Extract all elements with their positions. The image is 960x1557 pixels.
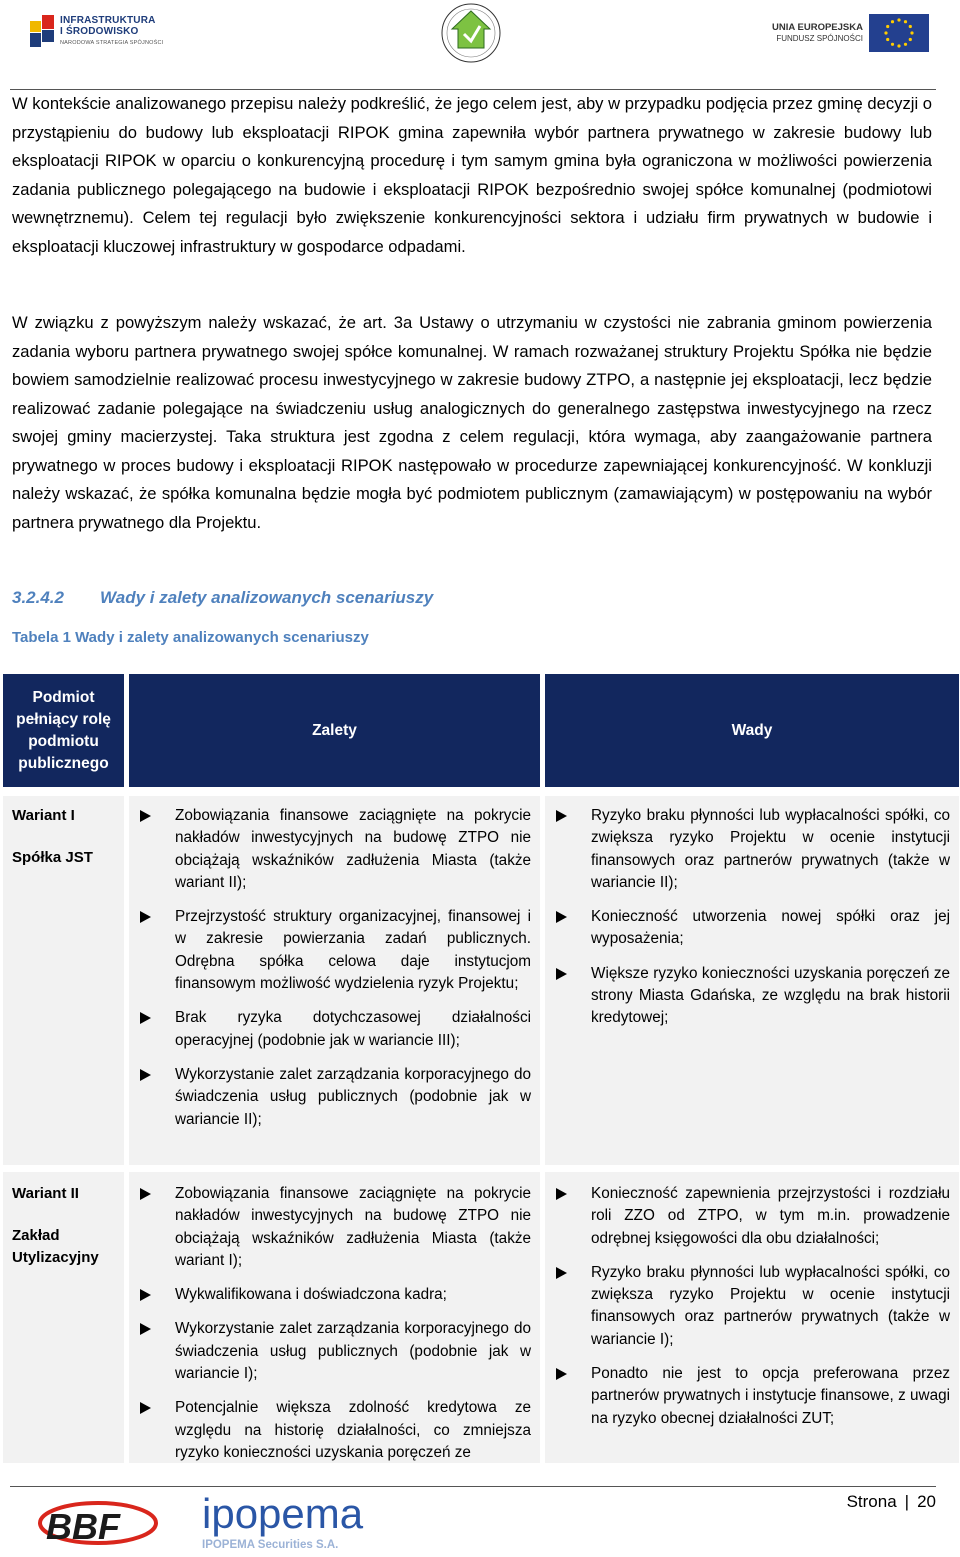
ipopema-logo-subtext: IPOPEMA Securities S.A. <box>202 1539 339 1551</box>
bullet-arrow-icon <box>140 1012 151 1024</box>
list-item: Wykorzystanie zalet zarządzania korporacyjnego do świadczenia usług publicznych (podobnie jak w wariancie II); <box>140 1064 531 1131</box>
list-item: Wykorzystanie zalet zarządzania korporacyjnego do świadczenia usług publicznych (podobnie jak w wariancie I); <box>140 1318 531 1385</box>
row-1-variant: Wariant I <box>12 807 75 824</box>
list-item: Ponadto nie jest to opcja preferowana przez partnerów prywatnych i instytucje finansowe, z uwagi na ryzyko obecnej działalności ZUT; <box>556 1363 950 1430</box>
ipopema-logo-text: ipopema <box>202 1490 364 1537</box>
list-item: Zobowiązania finansowe zaciągnięte na pokrycie nakładów inwestycyjnych na budowę ZTPO nie obciążają wskaźników zadłużenia Miasta (także wariant I); <box>140 1183 531 1272</box>
list-item: Brak ryzyka dotychczasowej działalności operacyjnej (podobnie jak w wariancie III); <box>140 1007 531 1052</box>
list-item: Konieczność zapewnienia przejrzystości i rozdziału roli ZZO od ZTPO, w tym m.in. prowadzenie odrębnej księgowości dla obu działalności; <box>556 1183 950 1250</box>
row-2-pros-list <box>140 1183 531 1476</box>
section-title: Wady i zalety analizowanych scenariuszy <box>100 588 434 607</box>
logo-line-1: INFRASTRUKTURA <box>60 15 156 26</box>
row-1-entity: Spółka JST <box>12 849 93 866</box>
page-label: Strona <box>846 1492 897 1511</box>
list-item: Zobowiązania finansowe zaciągnięte na pokrycie nakładów inwestycyjnych na budowę ZTPO nie obciążają wskaźników zadłużenia Miasta (także wariant II); <box>140 805 531 894</box>
page-number-value: 20 <box>917 1492 936 1511</box>
list-item: Ryzyko braku płynności lub wypłacalności spółki, co zwiększa ryzyko Projektu w ocenie instytucji finansowych oraz partnerów prywatnych (także w wariancie II); <box>556 805 950 894</box>
section-heading <box>12 588 433 608</box>
bullet-arrow-icon <box>556 1188 567 1200</box>
page-number <box>847 1492 936 1512</box>
eu-logo-line-1: UNIA EUROPEJSKA <box>772 22 863 33</box>
table-header-entity: Podmiot pełniący rolę podmiotu publicznego <box>3 674 124 787</box>
list-item: Potencjalnie większa zdolność kredytowa ze względu na historię działalności, co zmniejsza ryzyko konieczności uzyskania poręczeń ze <box>140 1397 531 1464</box>
row-2-cons-list <box>556 1183 950 1442</box>
zaklad-utylizacyjny-emblem-icon <box>440 2 502 64</box>
paragraph-1: W kontekście analizowanego przepisu należy podkreślić, że jego celem jest, aby w przypadku podjęcia przez gminę decyzji o przystąpieniu do budowy lub eksploatacji RIPOK gmina zapewniła wybór partnera prywatnego w zakresie budowy lub eksploatacji RIPOK w oparciu o konkurencyjną procedurę i tym samym gmina była ograniczona w możliwości powierzenia zadania publicznego polegającego na budowie i eksploatacji RIPOK bezpośrednio swojej spółce komunalnej (podmiotowi wewnętrznemu). Celem tej regulacji było zwiększenie konkurencyjności sektora i udziału firm prywatnych w budowie i eksploatacji kluczowej infrastruktury w gospodarce odpadami. <box>12 94 932 256</box>
page-separator: | <box>904 1492 910 1511</box>
paragraph-2: W związku z powyższym należy wskazać, że art. 3a Ustawy o utrzymaniu w czystości nie zabrania gminom powierzenia zadania wyboru partnera prywatnego swojej spółce komunalnej. W ramach rozważanej struktury Projektu Spółka nie będzie bowiem samodzielnie realizować procesu inwestycyjnego w zakresie budowy ZTPO, a następnie jej eksploatacji, lecz będzie realizować zadanie polegające na świadczeniu usług analogicznych do generalnego zastępstwa inwestycyjnego na rzecz swojej gminy macierzystej. Taka struktura jest zgodna z celem regulacji, która wymaga, aby zaangażowanie partnera prywatnego w proces budowy i eksploatacji RIPOK następowało w procedurze zapewniającej konkurencyjność. W konkluzji należy wskazać, że spółka komunalna będzie mogła być podmiotem publicznym (zamawiającym) w postępowaniu na wybór partnera prywatnego dla Projektu. <box>12 313 932 532</box>
logo-line-3: NARODOWA STRATEGIA SPÓJNOŚCI <box>60 40 164 46</box>
bullet-arrow-icon <box>140 1188 151 1200</box>
bullet-arrow-icon <box>140 1402 151 1414</box>
row-2-variant: Wariant II <box>12 1185 79 1202</box>
infrastruktura-srodowisko-logo <box>30 12 200 52</box>
page-header <box>0 0 960 90</box>
bbf-logo-text: BBF <box>46 1506 120 1547</box>
list-item: Większe ryzyko konieczności uzyskania poręczeń ze strony Miasta Gdańska, ze względu na brak historii kredytowej; <box>556 963 950 1030</box>
infrastruktura-logo-mark-icon <box>30 15 56 49</box>
table-row-2-entity-cell <box>3 1172 124 1463</box>
eu-flag-icon <box>869 14 929 52</box>
list-item: Przejrzystość struktury organizacyjnej, finansowej i w zakresie powierzania zadań publicznych. Odrębna spółka celowa daje instytucjom finansowym możliwość wydzielenia ryzyk Projektu; <box>140 906 531 995</box>
bullet-arrow-icon <box>556 968 567 980</box>
row-2-entity: Zakład Utylizacyjny <box>12 1227 99 1266</box>
eu-cohesion-fund-logo <box>772 14 929 52</box>
bullet-arrow-icon <box>140 1069 151 1081</box>
list-item: Wykwalifikowana i doświadczona kadra; <box>140 1284 531 1306</box>
ipopema-logo <box>200 1490 380 1552</box>
bullet-arrow-icon <box>556 1267 567 1279</box>
bullet-arrow-icon <box>140 1323 151 1335</box>
section-number: 3.2.4.2 <box>12 588 64 607</box>
list-item: Ryzyko braku płynności lub wypłacalności spółki, co zwiększa ryzyko Projektu w ocenie instytucji finansowych oraz partnerów prywatnych (także w wariancie I); <box>556 1262 950 1351</box>
table-caption: Tabela 1 Wady i zalety analizowanych scenariuszy <box>12 629 369 646</box>
logo-line-2: I ŚRODOWISKO <box>60 26 139 37</box>
row-1-pros-list <box>140 805 531 1143</box>
table-header-pros: Zalety <box>129 674 540 787</box>
bullet-arrow-icon <box>556 911 567 923</box>
bullet-arrow-icon <box>556 810 567 822</box>
list-item: Konieczność utworzenia nowej spółki oraz jej wyposażenia; <box>556 906 950 951</box>
bullet-arrow-icon <box>140 810 151 822</box>
bullet-arrow-icon <box>556 1368 567 1380</box>
bbf-logo <box>38 1493 164 1549</box>
bullet-arrow-icon <box>140 911 151 923</box>
row-1-cons-list <box>556 805 950 1042</box>
bullet-arrow-icon <box>140 1289 151 1301</box>
footer-divider <box>10 1486 936 1487</box>
eu-logo-line-2: FUNDUSZ SPÓJNOŚCI <box>776 34 863 43</box>
table-header-cons: Wady <box>545 674 959 787</box>
